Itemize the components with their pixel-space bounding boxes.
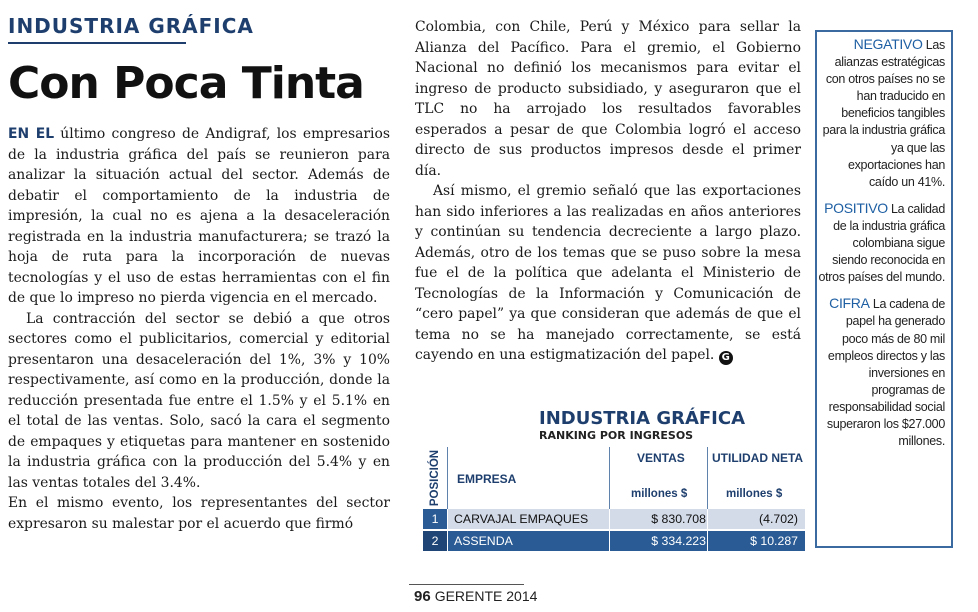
row-ventas: $ 830.708	[651, 512, 706, 526]
paragraph-5	[415, 181, 801, 366]
paragraph-1-text: último congreso de Andigraf, los empresarios de la industria gráfica del país se reunieron para analizar la situación actual del sector. Además de debatir el comportamiento de la industria de impresión, la cual no es ajena a la desaceleración registrada en la industria manufacturera; se trazó la hoja de ruta para la incorporación de nuevas tecnologías y el uso de estas herramientas con el fin de que lo impreso no pierda vigencia en el mercado.	[8, 126, 390, 306]
cell-divider	[447, 531, 448, 551]
keyword-cifra: CIFRA	[829, 295, 870, 312]
table-subtitle: RANKING POR INGRESOS	[539, 429, 694, 442]
keyword-positivo: POSITIVO	[824, 199, 888, 216]
ranking-table	[423, 447, 805, 553]
empresa-header: EMPRESA	[457, 472, 517, 486]
sidebar-negativo-text: Las alianzas estratégicas con otros países no se han traducido en beneficios tangibles para la industria gráfica ya que las exportaciones han caído un 41%.	[822, 38, 945, 189]
magazine-name: GERENTE 2014	[434, 588, 538, 604]
position-header-cell	[423, 447, 448, 509]
paragraph-3: En el mismo evento, los representantes del sector expresaron su malestar por el acuerdo que firmó	[8, 495, 390, 532]
article-column-1	[8, 124, 390, 534]
table-title: INDUSTRIA GRÁFICA	[539, 408, 746, 429]
sidebar-positivo	[817, 200, 945, 286]
cell-divider	[447, 509, 448, 529]
sidebar-positivo-text: La calidad de la industria gráfica colombiana sigue siendo reconocida en otros países del mundo.	[818, 201, 945, 285]
row-utilidad: (4.702)	[759, 512, 798, 526]
paragraph-1	[8, 124, 390, 309]
utilidad-header: UTILIDAD NETA	[712, 451, 804, 465]
utilidad-unit: millones $	[726, 488, 783, 500]
row-position: 2	[423, 531, 447, 551]
table-row	[423, 531, 805, 551]
footer-rule	[409, 584, 524, 585]
keyword-negativo: NEGATIVO	[853, 36, 923, 52]
page-footer	[414, 588, 537, 605]
row-utilidad: $ 10.287	[750, 534, 798, 548]
paragraph-4: Colombia, con Chile, Perú y México para sellar la Alianza del Pacífico. Para el gremio, el Gobierno Nacional no definió los mecanismos para evitar el ingreso de producto subsidiado, y aseguraron que el TLC no ha arrojado los resultados favorables esperados a pesar de que Colombia logró el acceso directo de sus productos impresos desde el primer día.	[415, 19, 801, 179]
row-empresa: CARVAJAL EMPAQUES	[454, 512, 589, 526]
sidebar-cifra-text: La cadena de papel ha generado poco más de 80 mil empleos directos y las inversiones en programas de responsabilidad social superaron los $27.000 millones.	[826, 297, 945, 449]
row-position: 1	[423, 509, 447, 529]
position-header: POSICIÓN	[429, 449, 441, 507]
paragraph-2: La contracción del sector se debió a que otros sectores como el publicitarios, comercial y editorial presentaron una desaceleración del 1%, 3% y 10% respectivamente, así como en la producción, donde la reducción presentada fue entre el 1.5% y el 5.1% en el total de las ventas. Solo, sacó la cara el segmento de empaques y etiquetas para mantener en sostenido la industria gráfica con la producción del 5.4% y en las ventas totales del 3.4%.	[8, 310, 390, 491]
cell-divider	[707, 531, 708, 551]
sidebar-cifra	[817, 295, 945, 450]
ventas-header: VENTAS	[637, 451, 685, 465]
sidebar-box	[815, 30, 953, 548]
cell-divider	[707, 509, 708, 529]
section-label: INDUSTRIA GRÁFICA	[8, 14, 254, 38]
article-column-2	[415, 17, 801, 366]
end-mark-icon: G	[719, 351, 733, 365]
cell-divider	[609, 509, 610, 529]
table-row	[423, 509, 805, 529]
row-ventas: $ 334.223	[651, 534, 706, 548]
sidebar-negativo	[817, 36, 945, 191]
row-empresa: ASSENDA	[454, 534, 513, 548]
column-divider	[707, 447, 708, 509]
ventas-unit: millones $	[631, 488, 688, 500]
cell-divider	[609, 531, 610, 551]
page-number: 96	[414, 588, 431, 605]
headline: Con Poca Tinta	[8, 58, 364, 109]
column-divider	[609, 447, 610, 509]
lead-in: EN EL	[8, 126, 55, 142]
paragraph-5-text: Así mismo, el gremio señaló que las exportaciones han sido inferiores a las realizadas en años anteriores y continúan su tendencia decreciente a largo plazo. Además, otro de los temas que se puso sobre la mesa fue el de la política que adelanta el Ministerio de Tecnologías de la Información y Comunicación de “cero papel” ya que consideran que además de que el tema no se ha manejado correctamente, se está cayendo en una estigmatización del papel.	[415, 183, 801, 363]
